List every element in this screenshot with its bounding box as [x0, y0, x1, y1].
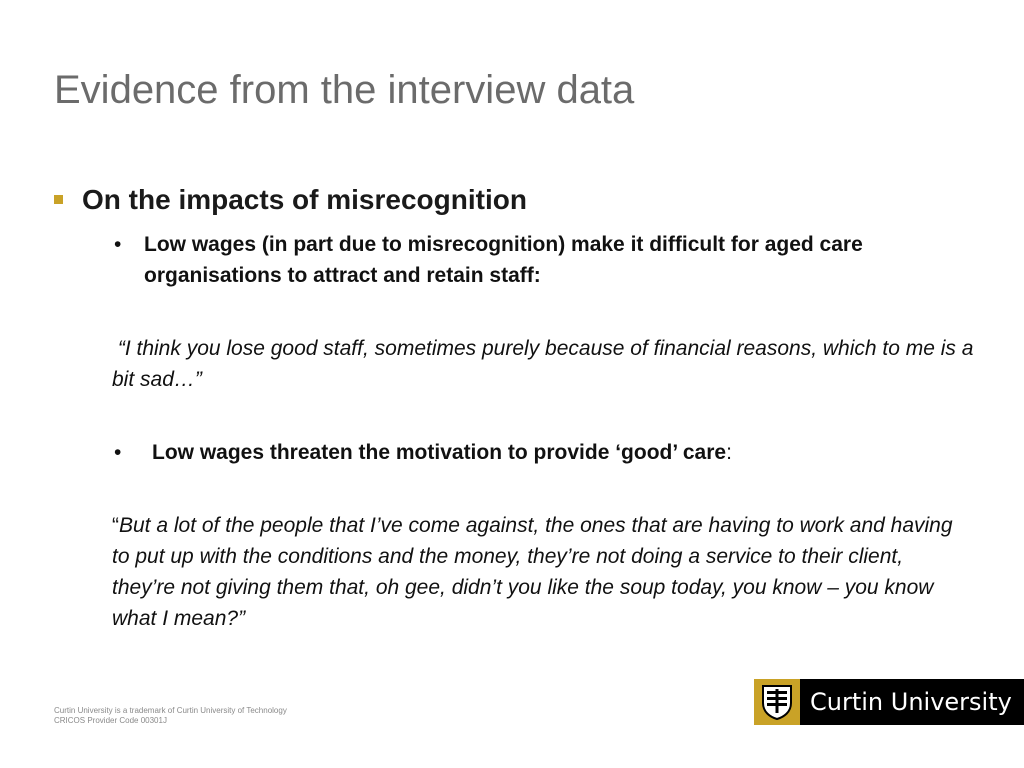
interview-quote-2	[112, 510, 962, 634]
square-bullet-icon	[54, 195, 63, 204]
footer-cricos: CRICOS Provider Code 00301J	[54, 716, 167, 725]
curtin-logo	[754, 679, 1024, 725]
bullet-item-low-wages	[114, 229, 974, 291]
curtin-crest-icon	[754, 679, 800, 725]
bullet-dot-icon: •	[114, 233, 122, 256]
quote-open-mark: “	[112, 514, 119, 537]
bullet-text: Low wages (in part due to misrecognition) make it difficult for aged care organisations to attract and retain staff:	[144, 233, 863, 287]
footer-trademark: Curtin University is a trademark of Curtin University of Technology	[54, 706, 287, 715]
footer-legal	[54, 706, 287, 726]
bullet-text-wrapper	[152, 437, 732, 468]
quote-text: But a lot of the people that I’ve come against, the ones that are having to work and having to put up with the conditions and the money, they’re not doing a service to their client, they’re not giving them that, oh gee, didn’t you like the soup today, you know – you know what I mean?”	[112, 514, 953, 630]
interview-quote-1: “I think you lose good staff, sometimes purely because of financial reasons, which to me is a bit sad…”	[112, 337, 974, 391]
slide-title: Evidence from the interview data	[54, 68, 635, 112]
bullet-colon: :	[726, 441, 732, 464]
bullet-item-motivation	[114, 437, 974, 468]
section-heading-row	[54, 184, 527, 216]
logo-wordmark: Curtin University	[810, 688, 1012, 716]
section-heading: On the impacts of misrecognition	[82, 184, 527, 215]
bullet-dot-icon: •	[114, 441, 122, 464]
bullet-text: Low wages threaten the motivation to provide ‘good’ care	[152, 441, 727, 464]
